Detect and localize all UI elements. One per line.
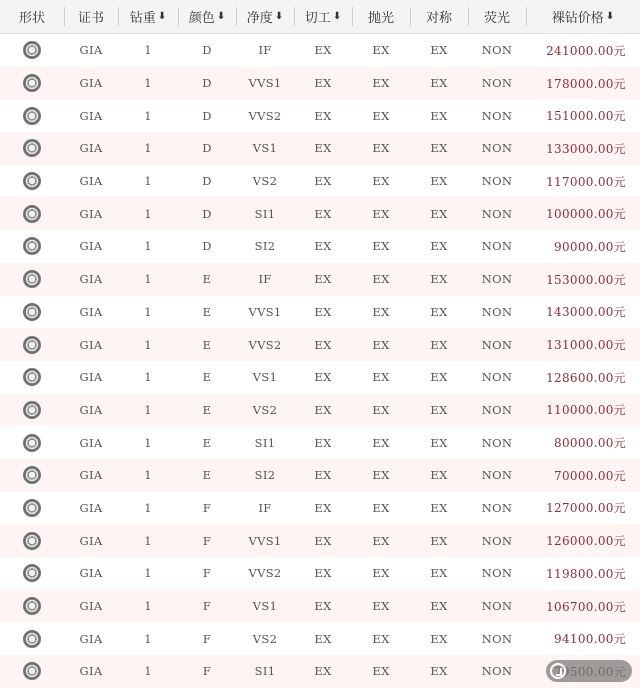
column-header-label: 荧光: [483, 11, 510, 26]
cell-carat: 1: [144, 468, 152, 483]
cell-carat: 1: [144, 174, 152, 189]
column-header-label: 裸钻价格: [551, 11, 604, 26]
cell-clarity: IF: [258, 500, 272, 515]
cell-cut: EX: [314, 435, 332, 450]
cell-carat: 1: [144, 435, 152, 450]
cell-certificate: GIA: [79, 533, 103, 548]
cell-polish: EX: [372, 533, 390, 548]
cell-symmetry: EX: [430, 272, 448, 287]
cell-certificate: GIA: [79, 599, 103, 614]
cell-symmetry: EX: [430, 108, 448, 123]
cell-color: F: [202, 599, 212, 614]
cell-color: D: [202, 76, 212, 91]
cell-shape: [0, 590, 64, 623]
column-header-clarity[interactable]: [236, 0, 294, 33]
cell-color: D: [202, 43, 212, 58]
table-row[interactable]: [0, 296, 640, 329]
cell-clarity: SI2: [254, 239, 276, 254]
cell-carat: 1: [144, 206, 152, 221]
cell-carat: 1: [144, 631, 152, 646]
cell-polish: EX: [372, 337, 390, 352]
cell-price: 119800.00元: [546, 566, 626, 581]
cell-cut: EX: [314, 141, 332, 156]
cell-price: 151000.00元: [546, 109, 626, 124]
cell-certificate: GIA: [79, 468, 103, 483]
cell-price: 127000.00元: [546, 501, 626, 516]
cell-price: 153000.00元: [546, 272, 626, 287]
column-header-cut[interactable]: [294, 0, 352, 33]
cell-symmetry: EX: [430, 239, 448, 254]
table-row[interactable]: [0, 132, 640, 165]
cell-price: 106700.00元: [546, 599, 626, 614]
cell-cut: EX: [314, 500, 332, 515]
cell-carat: 1: [144, 76, 152, 91]
cell-certificate: GIA: [79, 272, 103, 287]
cell-shape: [0, 67, 64, 100]
cell-clarity: VVS2: [248, 337, 282, 352]
column-header-label: 对称: [425, 11, 452, 26]
round-diamond-icon: [23, 336, 41, 354]
cell-cut: EX: [314, 76, 332, 91]
cell-symmetry: EX: [430, 664, 448, 679]
cell-clarity: SI1: [254, 206, 276, 221]
table-row[interactable]: [0, 67, 640, 100]
cell-clarity: SI1: [254, 664, 276, 679]
cell-symmetry: EX: [430, 43, 448, 58]
cell-price: 131000.00元: [546, 338, 626, 353]
cell-symmetry: EX: [430, 533, 448, 548]
round-diamond-icon: [23, 630, 41, 648]
cell-color: D: [202, 239, 212, 254]
cell-certificate: GIA: [79, 566, 103, 581]
cell-certificate: GIA: [79, 76, 103, 91]
cell-price: 178000.00元: [546, 76, 626, 91]
cell-carat: 1: [144, 43, 152, 58]
cell-cut: EX: [314, 402, 332, 417]
cell-fluorescence: NON: [481, 402, 513, 417]
cell-fluorescence: NON: [481, 141, 513, 156]
cell-price: 128600.00元: [546, 370, 626, 385]
cell-fluorescence: NON: [481, 500, 513, 515]
cell-clarity: VS1: [252, 141, 278, 156]
cell-carat: 1: [144, 272, 152, 287]
cell-shape: [0, 524, 64, 557]
cell-color: F: [202, 566, 212, 581]
cell-carat: 1: [144, 500, 152, 515]
cell-certificate: GIA: [79, 337, 103, 352]
cell-color: F: [202, 500, 212, 515]
cell-shape: [0, 230, 64, 263]
table-row[interactable]: [0, 426, 640, 459]
cell-shape: [0, 622, 64, 655]
table-row[interactable]: [0, 34, 640, 67]
cell-color: F: [202, 533, 212, 548]
cell-polish: EX: [372, 141, 390, 156]
cell-carat: 1: [144, 533, 152, 548]
cell-shape: [0, 263, 64, 296]
cell-polish: EX: [372, 272, 390, 287]
cell-color: D: [202, 174, 212, 189]
cell-carat: 1: [144, 108, 152, 123]
cell-fluorescence: NON: [481, 239, 513, 254]
cell-cut: EX: [314, 468, 332, 483]
cell-polish: EX: [372, 239, 390, 254]
cell-clarity: VVS1: [248, 304, 282, 319]
cell-symmetry: EX: [430, 566, 448, 581]
cell-price: 110000.00元: [546, 403, 626, 418]
table-row[interactable]: [0, 328, 640, 361]
column-header-color[interactable]: [178, 0, 236, 33]
cell-symmetry: EX: [430, 631, 448, 646]
cell-color: D: [202, 108, 212, 123]
cell-shape: [0, 99, 64, 132]
cell-price: 126000.00元: [546, 534, 626, 549]
table-row[interactable]: [0, 361, 640, 394]
cell-price: 143000.00元: [546, 305, 626, 320]
cell-clarity: SI2: [254, 468, 276, 483]
cell-certificate: GIA: [79, 206, 103, 221]
column-header-label: 抛光: [367, 11, 394, 26]
cell-certificate: GIA: [79, 239, 103, 254]
cell-color: E: [202, 304, 212, 319]
cell-color: E: [202, 272, 212, 287]
table-row[interactable]: [0, 197, 640, 230]
round-diamond-icon: [23, 41, 41, 59]
cell-carat: 1: [144, 239, 152, 254]
table-row[interactable]: [0, 459, 640, 492]
round-diamond-icon: [23, 564, 41, 582]
cell-symmetry: EX: [430, 435, 448, 450]
column-header-symmetry: [410, 0, 468, 33]
cell-color: E: [202, 402, 212, 417]
table-row[interactable]: [0, 263, 640, 296]
cell-price: 100000.00元: [546, 207, 626, 222]
cell-color: F: [202, 664, 212, 679]
cell-fluorescence: NON: [481, 566, 513, 581]
column-header-label: 切工: [304, 11, 331, 26]
table-row[interactable]: [0, 622, 640, 655]
cell-cut: EX: [314, 239, 332, 254]
cell-color: E: [202, 435, 212, 450]
table-row[interactable]: [0, 492, 640, 525]
cell-symmetry: EX: [430, 304, 448, 319]
cell-symmetry: EX: [430, 500, 448, 515]
cell-fluorescence: NON: [481, 533, 513, 548]
cell-certificate: GIA: [79, 435, 103, 450]
cell-fluorescence: NON: [481, 631, 513, 646]
column-header-carat[interactable]: [118, 0, 178, 33]
cell-certificate: GIA: [79, 500, 103, 515]
cell-shape: [0, 492, 64, 525]
cell-clarity: VS2: [252, 402, 278, 417]
round-diamond-icon: [23, 401, 41, 419]
cell-clarity: IF: [258, 43, 272, 58]
cell-polish: EX: [372, 370, 390, 385]
cell-color: E: [202, 370, 212, 385]
cell-fluorescence: NON: [481, 108, 513, 123]
cell-cut: EX: [314, 566, 332, 581]
cell-polish: EX: [372, 631, 390, 646]
column-header-label: 形状: [18, 11, 45, 26]
cell-price: 117000.00元: [546, 174, 626, 189]
column-header-fluorescence: [468, 0, 526, 33]
cell-certificate: GIA: [79, 174, 103, 189]
cell-carat: 1: [144, 402, 152, 417]
cell-polish: EX: [372, 76, 390, 91]
table-row[interactable]: [0, 524, 640, 557]
watermark-logo-icon: [550, 663, 566, 679]
column-header-polish: [352, 0, 410, 33]
cell-symmetry: EX: [430, 599, 448, 614]
cell-polish: EX: [372, 174, 390, 189]
table-row[interactable]: [0, 99, 640, 132]
cell-clarity: VVS2: [248, 566, 282, 581]
cell-fluorescence: NON: [481, 468, 513, 483]
table-row[interactable]: [0, 557, 640, 590]
table-row[interactable]: [0, 655, 640, 688]
table-header: [0, 0, 640, 34]
round-diamond-icon: [23, 74, 41, 92]
cell-cut: EX: [314, 272, 332, 287]
round-diamond-icon: [23, 270, 41, 288]
round-diamond-icon: [23, 368, 41, 386]
cell-clarity: SI1: [254, 435, 276, 450]
cell-carat: 1: [144, 664, 152, 679]
cell-certificate: GIA: [79, 664, 103, 679]
cell-polish: EX: [372, 599, 390, 614]
round-diamond-icon: [23, 434, 41, 452]
cell-cut: EX: [314, 206, 332, 221]
table-row[interactable]: [0, 590, 640, 623]
cell-carat: 1: [144, 337, 152, 352]
table-row[interactable]: [0, 230, 640, 263]
cell-cut: EX: [314, 631, 332, 646]
cell-carat: 1: [144, 304, 152, 319]
cell-color: E: [202, 337, 212, 352]
cell-cut: EX: [314, 599, 332, 614]
cell-symmetry: EX: [430, 402, 448, 417]
cell-fluorescence: NON: [481, 206, 513, 221]
cell-clarity: VVS1: [248, 533, 282, 548]
cell-symmetry: EX: [430, 206, 448, 221]
cell-symmetry: EX: [430, 337, 448, 352]
cell-shape: [0, 655, 64, 688]
cell-clarity: IF: [258, 272, 272, 287]
cell-polish: EX: [372, 304, 390, 319]
cell-clarity: VS1: [252, 370, 278, 385]
cell-shape: [0, 328, 64, 361]
column-header-label: 证书: [77, 11, 104, 26]
round-diamond-icon: [23, 466, 41, 484]
cell-fluorescence: NON: [481, 174, 513, 189]
sort-arrow-icon[interactable]: ⬇: [157, 11, 167, 22]
cell-certificate: GIA: [79, 141, 103, 156]
cell-carat: 1: [144, 566, 152, 581]
cell-symmetry: EX: [430, 370, 448, 385]
column-header-label: 钻重: [129, 11, 156, 26]
cell-polish: EX: [372, 435, 390, 450]
cell-price: 90000.00元: [554, 239, 626, 254]
cell-carat: 1: [144, 599, 152, 614]
cell-fluorescence: NON: [481, 304, 513, 319]
round-diamond-icon: [23, 532, 41, 550]
cell-price: 133000.00元: [546, 141, 626, 156]
sort-arrow-icon[interactable]: ⬇: [216, 11, 226, 22]
cell-color: E: [202, 468, 212, 483]
cell-certificate: GIA: [79, 402, 103, 417]
cell-cut: EX: [314, 108, 332, 123]
cell-polish: EX: [372, 566, 390, 581]
cell-clarity: VVS2: [248, 108, 282, 123]
cell-shape: [0, 165, 64, 198]
round-diamond-icon: [23, 662, 41, 680]
cell-cut: EX: [314, 43, 332, 58]
cell-carat: 1: [144, 141, 152, 156]
cell-shape: [0, 296, 64, 329]
cell-certificate: GIA: [79, 43, 103, 58]
cell-shape: [0, 132, 64, 165]
cell-polish: EX: [372, 500, 390, 515]
cell-price: 94100.00元: [554, 632, 626, 647]
cell-clarity: VS2: [252, 631, 278, 646]
column-header-label: 颜色: [188, 11, 215, 26]
column-header-label: 净度: [246, 11, 273, 26]
column-header-certificate: [64, 0, 118, 33]
cell-fluorescence: NON: [481, 435, 513, 450]
cell-polish: EX: [372, 468, 390, 483]
watermark: [546, 660, 632, 682]
round-diamond-icon: [23, 139, 41, 157]
round-diamond-icon: [23, 237, 41, 255]
cell-shape: [0, 197, 64, 230]
cell-symmetry: EX: [430, 141, 448, 156]
cell-price: 70000.00元: [554, 468, 626, 483]
cell-shape: [0, 361, 64, 394]
sort-arrow-icon[interactable]: ⬇: [605, 11, 615, 22]
round-diamond-icon: [23, 205, 41, 223]
cell-fluorescence: NON: [481, 337, 513, 352]
cell-fluorescence: NON: [481, 76, 513, 91]
cell-shape: [0, 394, 64, 427]
table-row[interactable]: [0, 394, 640, 427]
cell-shape: [0, 557, 64, 590]
cell-polish: EX: [372, 206, 390, 221]
cell-polish: EX: [372, 402, 390, 417]
cell-certificate: GIA: [79, 108, 103, 123]
round-diamond-icon: [23, 597, 41, 615]
cell-symmetry: EX: [430, 468, 448, 483]
cell-clarity: VS2: [252, 174, 278, 189]
column-header-price[interactable]: [526, 0, 640, 33]
cell-fluorescence: NON: [481, 370, 513, 385]
cell-fluorescence: NON: [481, 664, 513, 679]
cell-price: 80000.00元: [554, 436, 626, 451]
table-row[interactable]: [0, 165, 640, 198]
cell-clarity: VS1: [252, 599, 278, 614]
cell-certificate: GIA: [79, 370, 103, 385]
table-body: [0, 34, 640, 688]
cell-certificate: GIA: [79, 631, 103, 646]
cell-cut: EX: [314, 533, 332, 548]
cell-color: D: [202, 206, 212, 221]
sort-arrow-icon[interactable]: ⬇: [332, 11, 342, 22]
cell-polish: EX: [372, 43, 390, 58]
cell-shape: [0, 34, 64, 67]
cell-clarity: VVS1: [248, 76, 282, 91]
cell-cut: EX: [314, 174, 332, 189]
cell-color: D: [202, 141, 212, 156]
cell-certificate: GIA: [79, 304, 103, 319]
cell-cut: EX: [314, 304, 332, 319]
cell-fluorescence: NON: [481, 272, 513, 287]
cell-symmetry: EX: [430, 174, 448, 189]
cell-cut: EX: [314, 370, 332, 385]
cell-color: F: [202, 631, 212, 646]
cell-fluorescence: NON: [481, 599, 513, 614]
cell-carat: 1: [144, 370, 152, 385]
cell-polish: EX: [372, 664, 390, 679]
round-diamond-icon: [23, 107, 41, 125]
round-diamond-icon: [23, 499, 41, 517]
cell-symmetry: EX: [430, 76, 448, 91]
cell-polish: EX: [372, 108, 390, 123]
cell-fluorescence: NON: [481, 43, 513, 58]
cell-shape: [0, 426, 64, 459]
sort-arrow-icon[interactable]: ⬇: [274, 11, 284, 22]
cell-cut: EX: [314, 664, 332, 679]
cell-shape: [0, 459, 64, 492]
round-diamond-icon: [23, 303, 41, 321]
column-header-shape: [0, 0, 64, 33]
round-diamond-icon: [23, 172, 41, 190]
cell-price: 241000.00元: [546, 43, 626, 58]
cell-cut: EX: [314, 337, 332, 352]
